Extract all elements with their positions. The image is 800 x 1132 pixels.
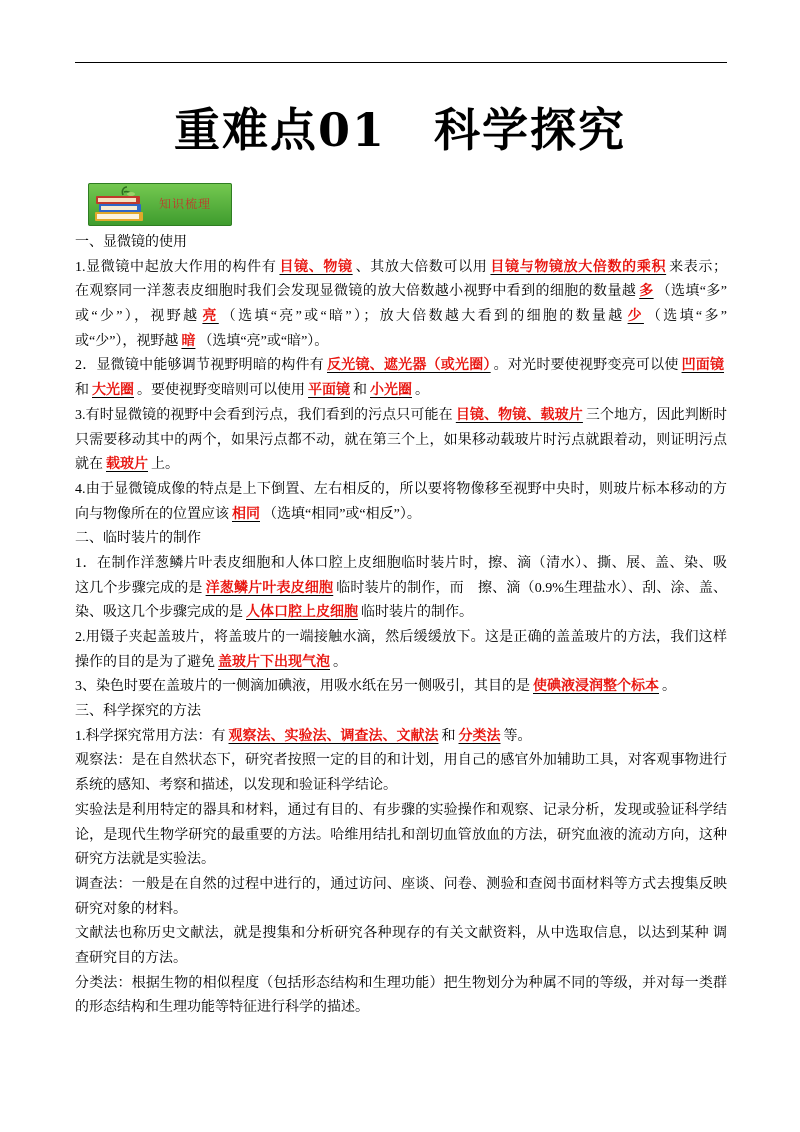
answer-highlight: 洋葱鳞片叶表皮细胞: [205, 580, 334, 596]
text-run: 1．在制作洋葱鳞片叶表皮细胞和人体口腔上皮细胞临时装片时，擦、滴（清水）、撕、展、盖、染、吸: [75, 555, 727, 571]
text-line: [75, 972, 727, 997]
text-run: 操作的目的是为了避免: [75, 654, 215, 670]
text-run: 来表示；: [669, 259, 728, 275]
text-line: [75, 429, 727, 454]
text-line: [75, 453, 727, 478]
text-line: [75, 824, 727, 849]
text-run: 3、染色时要在盖玻片的一侧滴加碘液，用吸水纸在另一侧吸引，其目的是: [75, 679, 530, 695]
text-run: 。: [662, 679, 676, 695]
text-line: [75, 354, 727, 379]
answer-highlight: 多: [639, 284, 654, 300]
paragraph: [75, 675, 727, 700]
paragraph: [75, 478, 727, 527]
text-run: 查研究目的方法。: [75, 950, 187, 966]
text-line: [75, 873, 727, 898]
text-run: 一、显微镜的使用: [75, 235, 187, 250]
text-run: 或“少”），视野越: [75, 309, 200, 325]
text-run: 和: [353, 383, 367, 399]
answer-highlight: 盖玻片下出现气泡: [218, 654, 330, 670]
answer-highlight: 凹面镜: [681, 358, 725, 374]
text-run: 和: [75, 383, 89, 399]
answer-highlight: 反光镜、遮光器（或光圈）: [327, 358, 491, 374]
text-line: [75, 577, 727, 602]
paragraph: [75, 404, 727, 478]
answer-highlight: 暗: [181, 333, 196, 349]
text-line: [75, 996, 727, 1021]
text-line: [75, 478, 727, 503]
paragraph: [75, 256, 727, 355]
paragraph: [75, 922, 727, 971]
text-run: 临时装片的制作。: [361, 605, 473, 621]
text-line: [75, 626, 727, 651]
text-line: [75, 675, 727, 700]
text-run: 。要使视野变暗则可以使用: [137, 383, 305, 399]
text-line: [75, 280, 727, 305]
text-run: 在观察同一洋葱表皮细胞时我们会发现显微镜的放大倍数越小视野中看到的细胞的数量越: [75, 284, 637, 300]
text-run: 临时装片的制作，而 擦、滴（0.9%生理盐水）、刮、涂、盖、: [336, 580, 728, 596]
answer-highlight: 平面镜: [308, 383, 350, 399]
answer-highlight: 小光圈: [370, 383, 412, 399]
paragraph: [75, 552, 727, 626]
text-run: 1.科学探究常用方法：有: [75, 728, 226, 744]
text-line: [75, 379, 727, 404]
text-run: 三、科学探究的方法: [75, 704, 201, 720]
text-line: [75, 725, 727, 750]
paragraph: [75, 749, 727, 798]
text-run: （选填“亮”或“暗”）。: [198, 333, 329, 349]
text-run: 系统的感知、考察和描述，以发现和验证科学结论。: [75, 778, 397, 794]
text-run: 文献法也称历史文献法，就是搜集和分析研究各种现存的有关文献资料，从中选取信息，以达到某种 调: [75, 926, 727, 942]
paragraph: [75, 873, 727, 922]
text-run: 。对光时要使视野变亮可以使: [493, 358, 679, 374]
text-run: 、其放大倍数可以用: [355, 259, 488, 275]
text-run: （选填“多”: [656, 284, 727, 300]
text-run: 。: [415, 383, 429, 399]
text-line: [75, 848, 727, 873]
answer-highlight: 人体口腔上皮细胞: [246, 605, 358, 621]
answer-highlight: 使碘液浸润整个标本: [533, 679, 659, 695]
text-line: [75, 898, 727, 923]
text-run: 4.由于显微镜成像的特点是上下倒置、左右相反的，所以要将物像移至视野中央时，则玻片标本移动的方: [75, 481, 727, 497]
text-line: [75, 700, 727, 725]
badge-label: 知识梳理: [159, 197, 212, 211]
section-heading: [75, 700, 727, 725]
answer-highlight: 大光圈: [92, 383, 134, 399]
text-line: [75, 503, 727, 528]
paragraph: [75, 799, 727, 873]
text-run: 的形态结构和生理功能等特征进行科学的描述。: [75, 1000, 369, 1016]
answer-highlight: 载玻片: [106, 457, 148, 473]
text-line: [75, 305, 727, 330]
answer-highlight: 少: [627, 309, 644, 325]
text-line: [75, 651, 727, 676]
text-line: [75, 947, 727, 972]
answer-highlight: 目镜、物镜: [279, 259, 353, 275]
section-heading: [75, 527, 727, 552]
text-run: （选填“多”: [646, 309, 728, 325]
text-run: 和: [441, 728, 456, 744]
answer-highlight: 亮: [202, 309, 219, 325]
text-run: 论，是现代生物学研究的最重要的方法。哈维用结扎和剖切血管放血的方法，研究血液的流动方向，这种: [75, 827, 727, 843]
text-run: 研究方法就是实验法。: [75, 852, 215, 868]
text-line: [75, 922, 727, 947]
books-icon: [93, 186, 147, 224]
page-title: 重难点01 科学探究: [173, 103, 626, 157]
text-line: [75, 774, 727, 799]
text-run: 等。: [503, 728, 532, 744]
text-run: 1.显微镜中起放大作用的构件有: [75, 259, 277, 275]
text-run: 只需要移动其中的两个，如果污点都不动，就在第三个上，如果移动载玻片时污点就跟着动，则证明污点: [75, 432, 727, 448]
section-heading: [75, 231, 727, 256]
text-run: 染、吸这几个步骤完成的是: [75, 605, 243, 621]
text-run: （选填“相同”或“相反”）。: [263, 506, 421, 522]
text-run: 调查法：一般是在自然的过程中进行的，通过访问、座谈、问卷、测验和查阅书面材料等方式去搜集反映: [75, 876, 727, 892]
text-run: 向与物像所在的位置应该: [75, 506, 229, 522]
answer-highlight: 分类法: [458, 728, 501, 744]
answer-highlight: 观察法、实验法、调查法、文献法: [228, 728, 439, 744]
text-run: 上。: [151, 457, 179, 473]
paragraph: [75, 626, 727, 675]
paragraph: [75, 972, 727, 1021]
text-run: 或“少”），视野越: [75, 333, 179, 349]
text-line: [75, 749, 727, 774]
text-run: 。: [333, 654, 347, 670]
notes-body: [75, 231, 727, 1021]
text-line: [75, 256, 727, 281]
text-run: 研究对象的材料。: [75, 901, 187, 917]
paragraph: [75, 354, 727, 403]
text-line: [75, 330, 727, 355]
answer-highlight: 目镜与物镜放大倍数的乘积: [490, 259, 667, 275]
text-line: [75, 601, 727, 626]
text-run: 2．显微镜中能够调节视野明暗的构件有: [75, 358, 324, 374]
text-run: 就在: [75, 457, 103, 473]
text-line: [75, 404, 727, 429]
text-line: [75, 231, 727, 256]
answer-highlight: 目镜、物镜、载玻片: [455, 407, 583, 423]
text-run: 二、临时装片的制作: [75, 531, 201, 547]
knowledge-review-badge: [88, 183, 232, 226]
text-run: 实验法是利用特定的器具和材料，通过有目的、有步骤的实验操作和观察、记录分析，发现或验证科学结: [75, 802, 727, 818]
text-line: [75, 552, 727, 577]
text-run: 观察法：是在自然状态下，研究者按照一定的目的和计划，用自己的感官外加辅助工具，对客观事物进行: [75, 753, 727, 769]
text-run: 这几个步骤完成的是: [75, 580, 203, 596]
text-line: [75, 527, 727, 552]
answer-highlight: 相同: [232, 506, 260, 522]
text-run: 三个地方，因此判断时: [585, 407, 728, 423]
text-run: 分类法：根据生物的相似程度（包括形态结构和生理功能）把生物划分为种属不同的等级，并对每一类群: [75, 975, 727, 991]
text-run: （选填“亮”或“暗”）；放大倍数越大看到的细胞的数量越: [221, 309, 625, 325]
paragraph: [75, 725, 727, 750]
top-rule: [75, 62, 727, 63]
text-run: 3.有时显微镜的视野中会看到污点，我们看到的污点只可能在: [75, 407, 453, 423]
text-run: 2.用镊子夹起盖玻片，将盖玻片的一端接触水滴，然后缓缓放下。这是正确的盖盖玻片的方法，我们这样: [75, 630, 727, 645]
text-line: [75, 799, 727, 824]
